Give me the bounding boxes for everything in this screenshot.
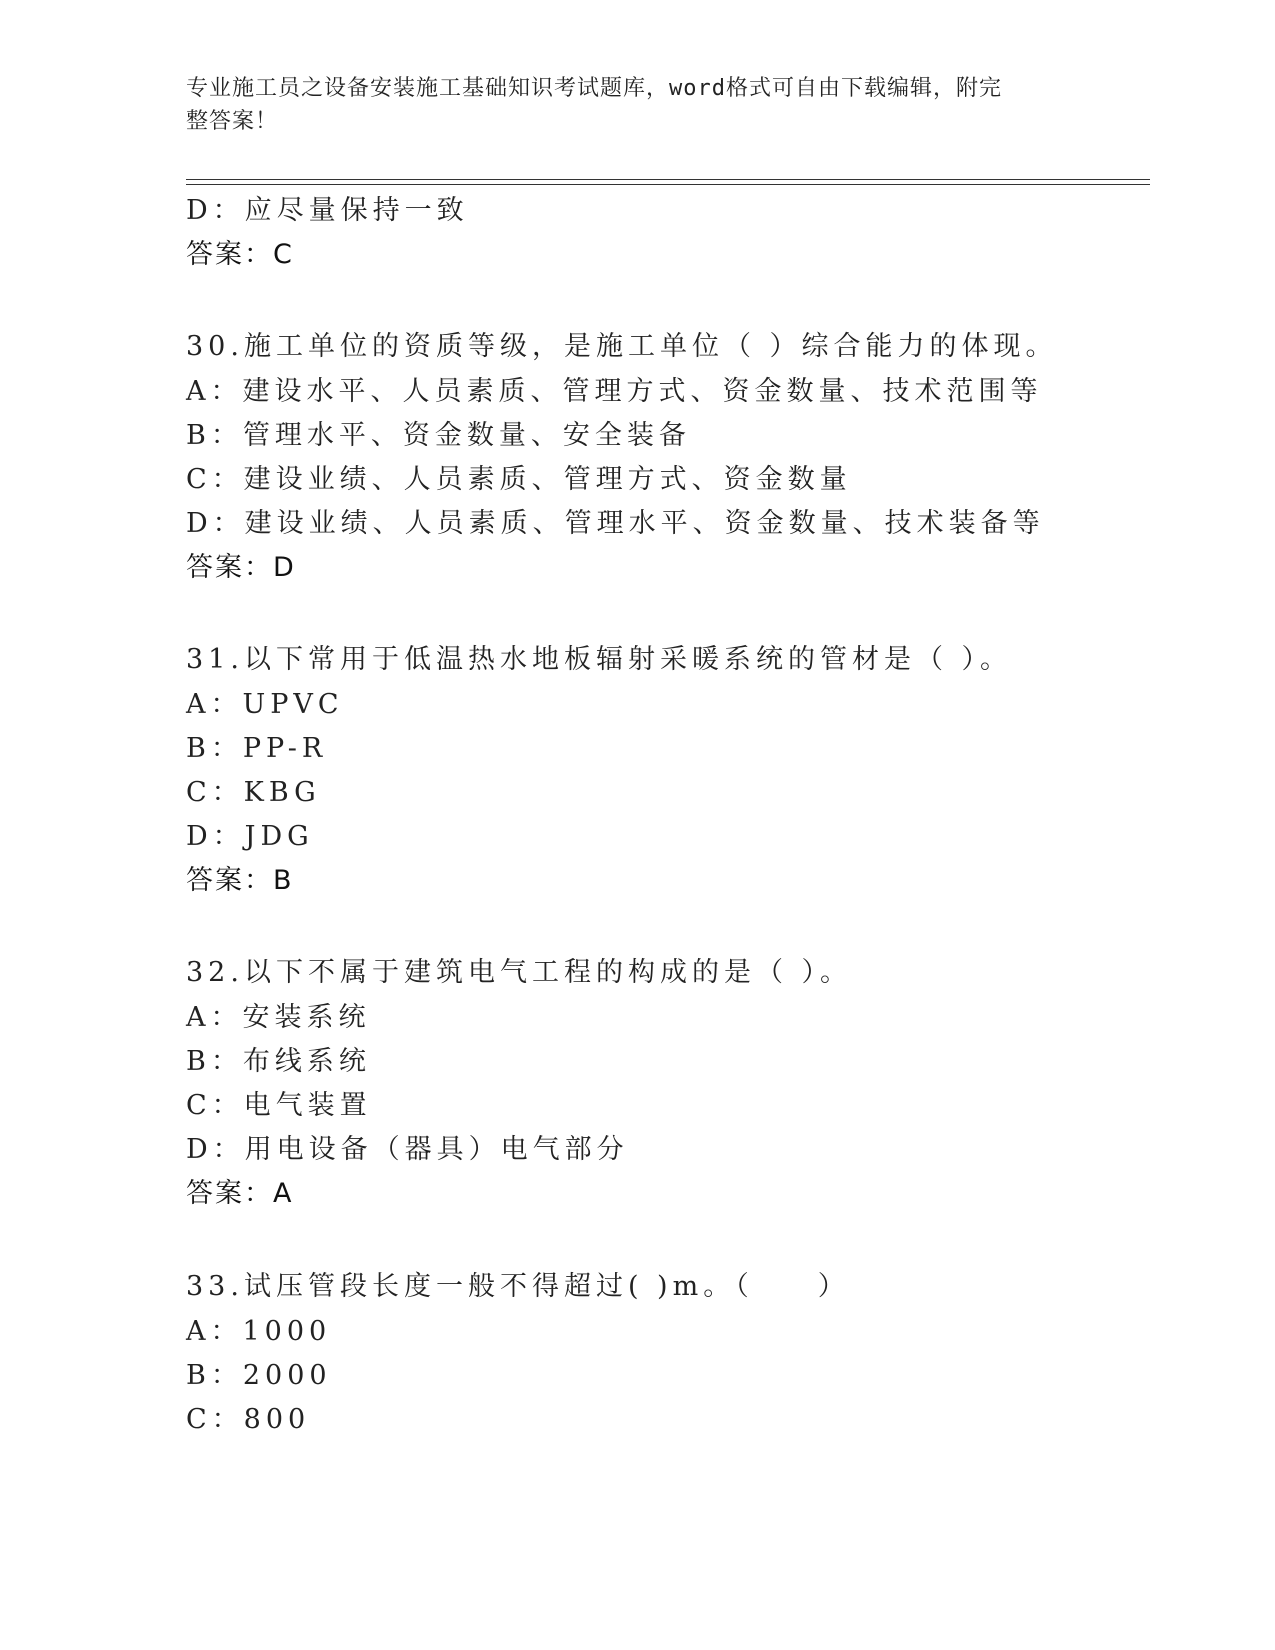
option-d: D：用电设备（器具）电气部分 [186, 1134, 629, 1165]
question-stem: 32.以下不属于建筑电气工程的构成的是（ ）。 [186, 957, 853, 988]
option-a: A：建设水平、人员素质、管理方式、资金数量、技术范围等 [186, 376, 1043, 407]
question-stem: 30.施工单位的资质等级，是施工单位（ ）综合能力的体现。 [186, 331, 1058, 362]
option-b: B：2000 [186, 1360, 332, 1391]
header-text-line-2: 整答案！ [186, 109, 279, 134]
document-header [186, 72, 1066, 138]
option-b: B：管理水平、资金数量、安全装备 [186, 420, 691, 451]
question-stem: 31.以下常用于低温热水地板辐射采暖系统的管材是（ ）。 [186, 644, 1013, 675]
header-divider-top [186, 179, 1150, 180]
option-d: D：建设业绩、人员素质、管理水平、资金数量、技术装备等 [186, 508, 1045, 539]
header-text-line-1: 专业施工员之设备安装施工基础知识考试题库，word格式可自由下载编辑，附完 [186, 76, 1002, 101]
option-c: C：建设业绩、人员素质、管理方式、资金数量 [186, 464, 852, 495]
option-a: A：UPVC [186, 689, 344, 720]
option-b: B：布线系统 [186, 1046, 371, 1077]
option-c: C：KBG [186, 777, 321, 808]
question-answer: 答案：A [186, 1178, 294, 1209]
question-answer: 答案：B [186, 865, 294, 896]
question-stem: 33.试压管段长度一般不得超过( )m。（ ） [186, 1271, 850, 1302]
header-divider-bottom [186, 184, 1150, 185]
option-b: B：PP-R [186, 733, 328, 764]
prev-question-answer: 答案：C [186, 239, 294, 270]
option-a: A：1000 [186, 1316, 332, 1347]
option-d: D：JDG [186, 821, 314, 852]
option-c: C：电气装置 [186, 1090, 372, 1121]
prev-question-option-d: D：应尽量保持一致 [186, 195, 469, 226]
option-c: C：800 [186, 1404, 311, 1435]
option-a: A：安装系统 [186, 1002, 371, 1033]
question-answer: 答案：D [186, 552, 296, 583]
